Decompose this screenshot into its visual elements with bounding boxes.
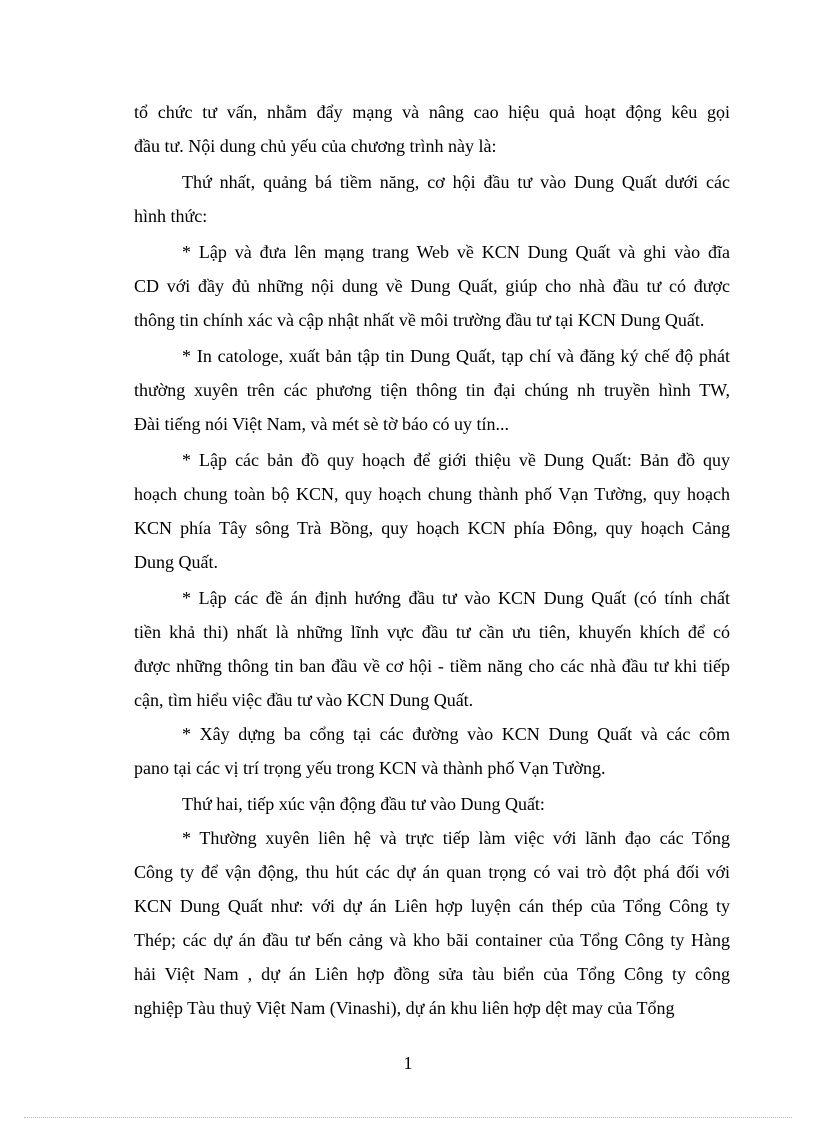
text-line: * Lập các đề án định hướng đầu tư vào KCN Dung Quất (có tính chất bbox=[182, 588, 730, 608]
text-line: tổ chức tư vấn, nhằm đẩy mạng và nâng cao hiệu quả hoạt động kêu gọi bbox=[134, 102, 730, 122]
text-line: hải Việt Nam , dự án Liên hợp đồng sửa tàu biển của Tổng Công ty công bbox=[134, 964, 730, 984]
page-number: 1 bbox=[403, 1053, 413, 1073]
text-line: tiền khả thi) nhất là những lĩnh vực đầu tư cần ưu tiên, khuyến khích để có bbox=[134, 622, 730, 642]
text-line: Thép; các dự án đầu tư bến cảng và kho bãi container của Tổng Công ty Hàng bbox=[134, 930, 730, 950]
text-line: nghiệp Tàu thuỷ Việt Nam (Vinashi), dự án khu liên hợp dệt may của Tổng bbox=[134, 998, 675, 1018]
text-line: * Thường xuyên liên hệ và trực tiếp làm việc với lãnh đạo các Tổng bbox=[182, 828, 730, 848]
text-line: thông tin chính xác và cập nhật nhất về môi trường đầu tư tại KCN Dung Quất. bbox=[134, 310, 705, 330]
text-line: thường xuyên trên các phương tiện thông tin đại chúng nh truyền hình TW, bbox=[134, 380, 730, 400]
page-bottom-divider bbox=[24, 1117, 792, 1118]
text-line: Dung Quất. bbox=[134, 552, 218, 572]
text-line: pano tại các vị trí trọng yếu trong KCN và thành phố Vạn Tường. bbox=[134, 758, 606, 778]
text-line: * Lập các bản đồ quy hoạch để giới thiệu về Dung Quất: Bản đồ quy bbox=[182, 450, 730, 470]
text-line: Đài tiếng nói Việt Nam, và mét sè tờ báo có uy tín... bbox=[134, 414, 510, 434]
text-line: Thứ hai, tiếp xúc vận động đầu tư vào Dung Quất: bbox=[182, 794, 545, 814]
text-line: Thứ nhất, quảng bá tiềm năng, cơ hội đầu tư vào Dung Quất dưới các bbox=[182, 172, 730, 192]
text-line: hoạch chung toàn bộ KCN, quy hoạch chung thành phố Vạn Tường, quy hoạch bbox=[134, 484, 730, 504]
text-line: đầu tư. Nội dung chủ yếu của chương trình này là: bbox=[134, 136, 497, 156]
text-line: * Xây dựng ba cổng tại các đường vào KCN Dung Quất và các côm bbox=[182, 724, 730, 744]
text-line: hình thức: bbox=[134, 206, 208, 226]
text-line: KCN Dung Quất như: với dự án Liên hợp luyện cán thép của Tổng Công ty bbox=[134, 896, 730, 916]
text-line: * In catologe, xuất bản tập tin Dung Quất, tạp chí và đăng ký chế độ phát bbox=[182, 346, 730, 366]
text-line: CD với đầy đủ những nội dung về Dung Quất, giúp cho nhà đầu tư có được bbox=[134, 276, 730, 296]
text-line: Công ty để vận động, thu hút các dự án quan trọng có vai trò đột phá đối với bbox=[134, 862, 730, 882]
text-line: được những thông tin ban đầu về cơ hội - tiềm năng cho các nhà đầu tư khi tiếp bbox=[134, 656, 730, 676]
text-line: * Lập và đưa lên mạng trang Web về KCN Dung Quất và ghi vào đĩa bbox=[182, 242, 730, 262]
text-line: cận, tìm hiểu việc đầu tư vào KCN Dung Quất. bbox=[134, 690, 474, 710]
text-line: KCN phía Tây sông Trà Bồng, quy hoạch KCN phía Đông, quy hoạch Cảng bbox=[134, 518, 730, 538]
